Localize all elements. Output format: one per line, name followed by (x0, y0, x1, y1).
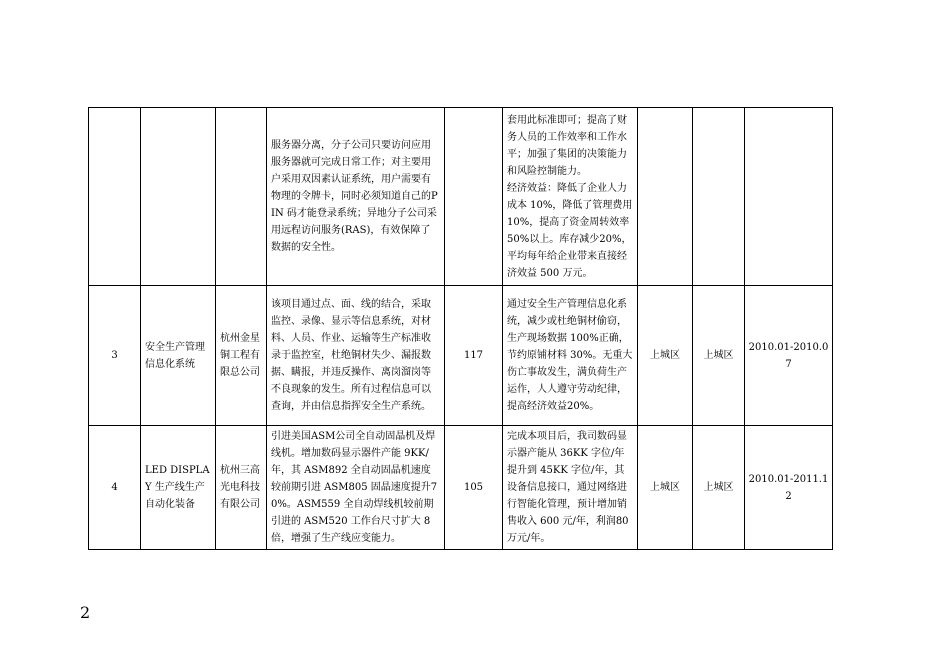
cell-investment (445, 108, 503, 286)
cell-benefit: 套用此标准即可；提高了财务人员的工作效率和工作水平；加强了集团的决策能力和风险控制能力。 经济效益：降低了企业人力成本 10%，降低了管理费用 10%，提高了资金周转效率 50%以上。库存减少20%，平均每年给企业带来直接经济效益 500 万元。 (503, 108, 638, 286)
cell-project-name: 安全生产管理信息化系统 (141, 286, 216, 426)
cell-period (745, 108, 833, 286)
cell-investment: 105 (445, 426, 503, 550)
cell-company: 杭州金星铜工程有限总公司 (216, 286, 267, 426)
cell-district-1: 上城区 (638, 426, 693, 550)
cell-period: 2010.01-2011.12 (745, 426, 833, 550)
cell-no: 3 (89, 286, 141, 426)
table-row (89, 426, 833, 550)
cell-content: 服务器分离，分子公司只要访问应用服务器就可完成日常工作；对主要用户采用双因素认证系统，用户需要有物理的令牌卡，同时必须知道自己的PIN 码才能登录系统；异地分子公司采用远程访问服务(RAS)，有效保障了数据的安全性。 (267, 108, 445, 286)
cell-company (216, 108, 267, 286)
cell-district-2: 上城区 (693, 426, 745, 550)
cell-benefit: 完成本项目后，我司数码显示器产能从 36KK 字位/年提升到 45KK 字位/年，其设备信息接口，通过网络进行智能化管理，预计增加销售收入 600 元/年，利润80 万元/年。 (503, 426, 638, 550)
cell-content: 该项目通过点、面、线的结合，采取监控、录像、显示等信息系统，对材料、人员、作业、运输等生产标准收录于监控室，杜绝铜材失少、漏报数据、瞒报，并违反操作、离岗溜岗等不良现象的发生。所有过程信息可以查询，并由信息指挥安全生产系统。 (267, 286, 445, 426)
table-row (89, 286, 833, 426)
table-row (89, 108, 833, 286)
page-number: 2 (80, 603, 91, 622)
cell-company: 杭州三高光电科技有限公司 (216, 426, 267, 550)
cell-benefit: 通过安全生产管理信息化系统，减少或杜绝铜材偷窃，生产现场数据 100%正确，节约原铺材料 30%。无重大伤亡事故发生，满负荷生产运作，人人遵守劳动纪律，提高经济效益20%。 (503, 286, 638, 426)
cell-project-name: LED DISPLAY 生产线生产自动化装备 (141, 426, 216, 550)
cell-investment: 117 (445, 286, 503, 426)
cell-no (89, 108, 141, 286)
project-table (88, 107, 833, 550)
cell-district-2 (693, 108, 745, 286)
cell-district-1: 上城区 (638, 286, 693, 426)
cell-district-2: 上城区 (693, 286, 745, 426)
cell-no: 4 (89, 426, 141, 550)
cell-district-1 (638, 108, 693, 286)
cell-period: 2010.01-2010.07 (745, 286, 833, 426)
cell-content: 引进美国ASM公司全自动固晶机及焊线机。增加数码显示器件产能 9KK/年，其 ASM892 全自动固晶机速度较前期引进 ASM805 固晶速度提升70%。ASM559 全自动焊线机较前期引进的 ASM520 工作台尺寸扩大 8 倍，增强了生产线应变能力。 (267, 426, 445, 550)
cell-project-name (141, 108, 216, 286)
